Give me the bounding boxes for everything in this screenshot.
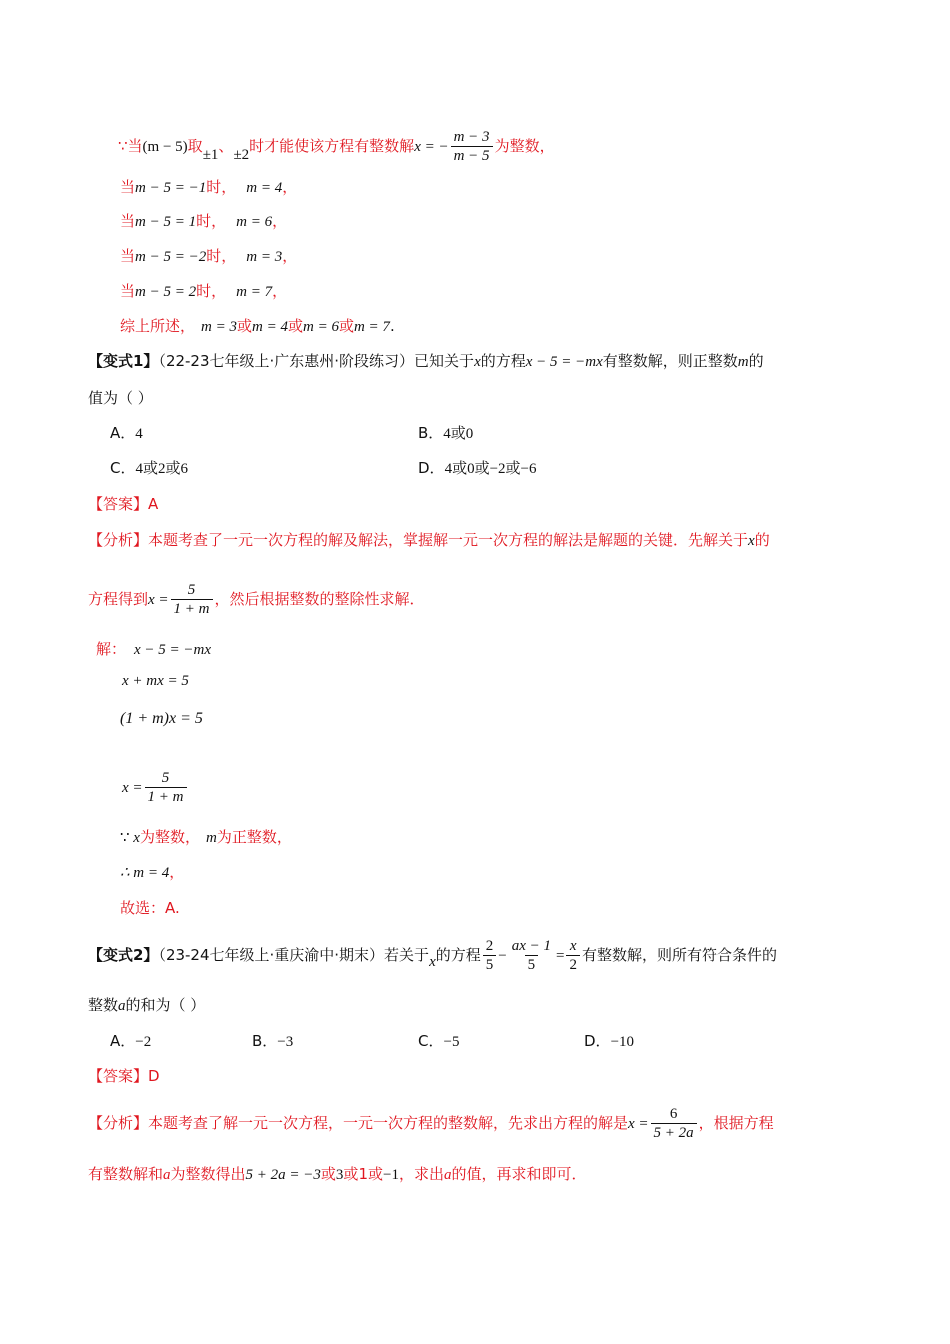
x-eq: x = − [414, 139, 449, 155]
option-letter: B． [418, 424, 444, 442]
q1-option-a[interactable] [110, 422, 143, 445]
sep: 、 [218, 137, 234, 155]
case-mid: 时， [206, 247, 237, 265]
frac-den: 5 [483, 955, 497, 974]
intro-line-1 [118, 128, 555, 165]
var-x: x [429, 954, 436, 970]
because-line [120, 826, 292, 849]
q2-option-d[interactable] [584, 1030, 634, 1053]
case-pre: 当 [120, 212, 136, 230]
solution-label: 解： [96, 640, 127, 658]
minus: − [498, 948, 507, 964]
q2-stem-line-1 [88, 932, 777, 979]
summary-m4: m = 7 [353, 319, 390, 335]
case-end: ， [282, 247, 298, 265]
var-m: m [205, 830, 217, 846]
q1-option-b[interactable] [418, 422, 473, 445]
option-letter: D． [418, 459, 445, 477]
summary-m1: m = 3 [201, 319, 237, 335]
option-value: 4或0或−2或−6 [444, 461, 537, 477]
frac-den: 2 [566, 955, 580, 974]
fraction-5-1m [171, 581, 213, 618]
or: 或 [287, 317, 303, 335]
case-res: m = 7 [236, 284, 273, 300]
text-take: 取 [187, 137, 203, 155]
var-a: a [443, 1167, 452, 1183]
q1-solution-label [96, 638, 211, 661]
frac-den: m − 5 [451, 146, 493, 165]
case-eq: m − 5 = 1 [135, 214, 197, 230]
case-pre: 当 [120, 282, 136, 300]
frac-den: 5 + 2a [651, 1123, 697, 1142]
option-letter: C． [418, 1032, 444, 1050]
case-line [120, 176, 297, 199]
option-letter: A． [110, 424, 136, 442]
or: 或 [338, 317, 354, 335]
solution-step-text: (1 + m)x = 5 [120, 710, 203, 727]
frac-den: 1 + m [171, 599, 213, 618]
fraction-m3-m5 [451, 128, 493, 165]
q2-text: 的方程 [435, 946, 481, 964]
expr-m-minus-5: (m − 5) [142, 139, 188, 155]
case-mid: 时， [196, 282, 227, 300]
q2-analysis-line-1 [88, 1100, 774, 1147]
case-mid: 时， [206, 178, 237, 196]
value-3: 3 [335, 1167, 344, 1183]
case-end: ， [282, 178, 298, 196]
analysis-text: 为整数得出 [170, 1165, 246, 1183]
frac-num: m − 3 [453, 129, 490, 145]
analysis-text: 的 [754, 531, 770, 549]
equals: = [556, 948, 565, 964]
because-text: 为正整数， [216, 828, 292, 846]
analysis-text: 方程得到 [88, 590, 149, 608]
or: 或 [320, 1165, 336, 1183]
option-letter: D． [584, 1032, 611, 1050]
case-line [120, 245, 297, 268]
x-eq: x = [148, 592, 169, 608]
frac-num: 6 [669, 1106, 678, 1122]
because-symbol: ∵ [120, 830, 134, 846]
analysis-text: 【分析】本题考查了一元一次方程的解及解法，掌握解一元一次方程的解法是解题的关键．先解关于 [88, 531, 749, 549]
summary-m3: m = 6 [302, 319, 339, 335]
case-pre: 当 [120, 247, 136, 265]
case-res: m = 4 [246, 180, 283, 196]
case-eq: m − 5 = −2 [135, 249, 207, 265]
q1-text: 有整数解，则正整数 [602, 352, 738, 370]
var-x: x [133, 830, 140, 846]
summary-label: 综上所述， [120, 317, 196, 335]
pm1: ±1 [202, 147, 219, 163]
case-line [120, 210, 287, 233]
q1-answer [88, 493, 158, 515]
case-eq: m − 5 = −1 [135, 180, 207, 196]
text-condition: 时才能使该方程有整数解 [249, 137, 415, 155]
analysis-equation: 5 + 2a = −3 [245, 1167, 321, 1183]
analysis-text: 的值，再求和即可． [451, 1165, 587, 1183]
summary-end: . [389, 317, 395, 335]
q2-tag: 【变式2】 [88, 946, 159, 964]
var-x: x [474, 354, 481, 370]
case-line [120, 280, 287, 303]
value-neg-1: −1 [383, 1167, 399, 1183]
x-eq: x = [628, 1116, 649, 1132]
q1-option-c[interactable] [110, 457, 188, 480]
q1-analysis-line-2 [88, 576, 425, 623]
q1-equation: x − 5 = −mx [525, 354, 603, 370]
frac-num: ax − 1 [511, 938, 551, 954]
option-value: −2 [135, 1034, 152, 1050]
q1-tag: 【变式1】 [88, 352, 159, 370]
analysis-text: ，根据方程 [698, 1114, 774, 1132]
frac-num: 5 [187, 582, 196, 598]
frac-num: x [569, 938, 577, 954]
q2-stem-line-2 [88, 994, 205, 1017]
var-a: a [118, 998, 126, 1014]
case-eq: m − 5 = 2 [135, 284, 197, 300]
solution-step: x − 5 = −mx [134, 642, 212, 658]
frac-den: 5 [525, 955, 539, 974]
var-m: m [737, 354, 749, 370]
or: 或 [343, 1165, 359, 1183]
option-value: 4或0 [443, 426, 474, 442]
or: 或 [236, 317, 252, 335]
q2-text: 的和为（ ） [125, 996, 206, 1014]
var-x: x [748, 533, 755, 549]
case-mid: 时， [196, 212, 227, 230]
therefore-line [120, 861, 184, 884]
x-eq: x = [122, 780, 143, 796]
case-res: m = 3 [246, 249, 283, 265]
var-a: a [163, 1167, 171, 1183]
solution-step-text: x + mx = 5 [122, 673, 189, 689]
answer-text: 【答案】A [88, 495, 159, 513]
solution-step-fraction [122, 764, 189, 811]
solution-step [122, 670, 189, 692]
because-text: 为整数， [139, 828, 200, 846]
therefore-end: ， [169, 863, 185, 881]
q2-analysis-line-2 [88, 1163, 587, 1186]
analysis-text: ，求出 [398, 1165, 444, 1183]
q1-stem-line-2 [88, 387, 153, 409]
q1-source: （22-23七年级上·广东惠州·阶段练习）已知关于 [158, 352, 475, 370]
q1-text: 值为（ ） [88, 389, 153, 407]
pm2: ±2 [233, 147, 250, 163]
summary-m2: m = 4 [252, 319, 288, 335]
fraction-5-1m [145, 769, 187, 806]
choose-line [120, 897, 180, 919]
q2-source: （23-24七年级上·重庆渝中·期末）若关于 [158, 946, 430, 964]
case-res: m = 6 [236, 214, 273, 230]
option-value: 4或2或6 [135, 461, 188, 477]
fraction-6-5-2a [651, 1105, 697, 1142]
analysis-text: ，然后根据整数的整除性求解． [214, 590, 425, 608]
option-letter: A． [110, 1032, 136, 1050]
frac-num: 5 [161, 770, 170, 786]
fraction-x-2 [566, 937, 580, 974]
summary-line [120, 315, 395, 338]
option-letter: B． [252, 1032, 278, 1050]
option-value: −10 [610, 1034, 635, 1050]
or: 或 [367, 1165, 383, 1183]
case-end: ， [272, 212, 288, 230]
text-is-integer: 为整数， [494, 137, 555, 155]
q1-text: 的方程 [480, 352, 526, 370]
q1-analysis-line-1 [88, 529, 770, 552]
option-letter: C． [110, 459, 136, 477]
because-symbol: ∵当 [118, 137, 143, 155]
therefore-eq: ∴ m = 4 [120, 865, 170, 881]
fraction-ax1-5 [509, 937, 554, 974]
q1-text: 的 [748, 352, 764, 370]
option-value: −3 [277, 1034, 294, 1050]
q2-option-a[interactable] [110, 1030, 151, 1053]
option-value: −5 [443, 1034, 460, 1050]
analysis-text: 【分析】本题考查了解一元一次方程，一元一次方程的整数解，先求出方程的解是 [88, 1114, 629, 1132]
solution-step [120, 708, 203, 730]
case-end: ， [272, 282, 288, 300]
q2-text: 整数 [88, 996, 119, 1014]
fraction-2-5 [483, 937, 497, 974]
q2-option-c[interactable] [418, 1030, 459, 1053]
analysis-text: 有整数解和 [88, 1165, 164, 1183]
q1-stem-line-1 [88, 350, 764, 373]
choose-text: 故选：A. [120, 899, 180, 917]
answer-text: 【答案】D [88, 1067, 160, 1085]
q2-text: 有整数解，则所有符合条件的 [581, 946, 777, 964]
case-pre: 当 [120, 178, 136, 196]
q1-option-d[interactable] [418, 457, 536, 480]
q2-option-b[interactable] [252, 1030, 293, 1053]
q2-answer [88, 1065, 160, 1087]
value-1: 1 [358, 1165, 368, 1183]
option-value: 4 [135, 426, 143, 442]
frac-num: 2 [485, 938, 494, 954]
frac-den: 1 + m [145, 787, 187, 806]
